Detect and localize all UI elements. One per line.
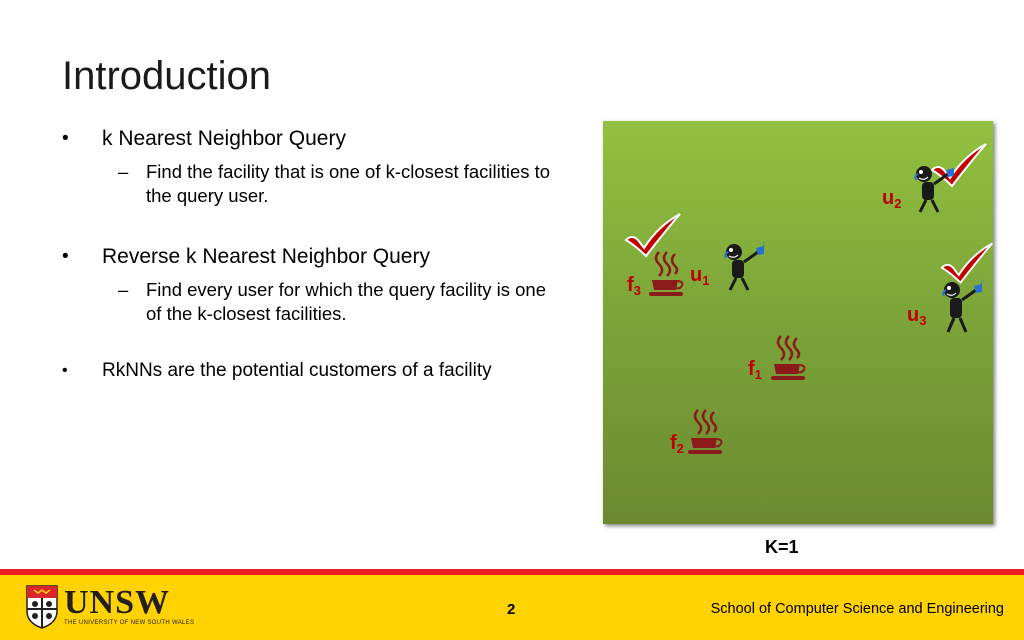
- svg-text:♪: ♪: [980, 279, 984, 286]
- school-name: School of Computer Science and Engineering: [710, 601, 1004, 617]
- sub-bullet-item: [62, 160, 562, 208]
- bullet-text: k Nearest Neighbor Query: [102, 127, 346, 150]
- sub-bullet-dash-icon: –: [118, 279, 129, 300]
- bullet-item: [62, 126, 562, 152]
- bullet-text: RkNNs are the potential customers of a facility: [102, 360, 492, 381]
- label-u2: $u_2$: [882, 187, 902, 211]
- unsw-logo-text: UNSW: [64, 584, 171, 621]
- label-u3: $u_3$: [907, 304, 927, 328]
- user-figure-icon: [718, 240, 776, 292]
- label-f3: $f_3$: [627, 274, 641, 298]
- label-f1: $f_1$: [748, 358, 762, 382]
- user-figure-icon: [936, 278, 994, 334]
- bullet-list: [62, 126, 562, 392]
- label-f2: $f_2$: [670, 432, 684, 456]
- label-u1: $u_1$: [690, 264, 710, 288]
- sub-bullet-text: Find the facility that is one of k-closest facilities to the query user.: [146, 161, 551, 206]
- page-number: 2: [507, 601, 516, 618]
- user-figure-icon: [908, 162, 966, 214]
- bullet-dot-icon: •: [62, 362, 68, 379]
- bullet-dot-icon: •: [62, 128, 69, 149]
- sub-bullet-text: Find every user for which the query facility is one of the k-closest facilities.: [146, 279, 546, 324]
- svg-text:♪: ♪: [762, 241, 766, 248]
- bullet-item: [62, 244, 562, 270]
- unsw-crest-icon: [26, 585, 58, 629]
- sub-bullet-dash-icon: –: [118, 161, 129, 182]
- bullet-item: [62, 358, 562, 384]
- bullet-text: Reverse k Nearest Neighbor Query: [102, 245, 430, 268]
- slide-title: Introduction: [62, 54, 272, 98]
- coffee-cup-icon: [771, 334, 807, 382]
- coffee-cup-icon: [688, 408, 724, 456]
- figure-caption: K=1: [765, 537, 799, 557]
- bullet-dot-icon: •: [62, 246, 69, 267]
- sub-bullet-item: [62, 278, 562, 326]
- coffee-cup-icon: [649, 250, 685, 298]
- unsw-logo-subtext: THE UNIVERSITY OF NEW SOUTH WALES: [64, 620, 195, 626]
